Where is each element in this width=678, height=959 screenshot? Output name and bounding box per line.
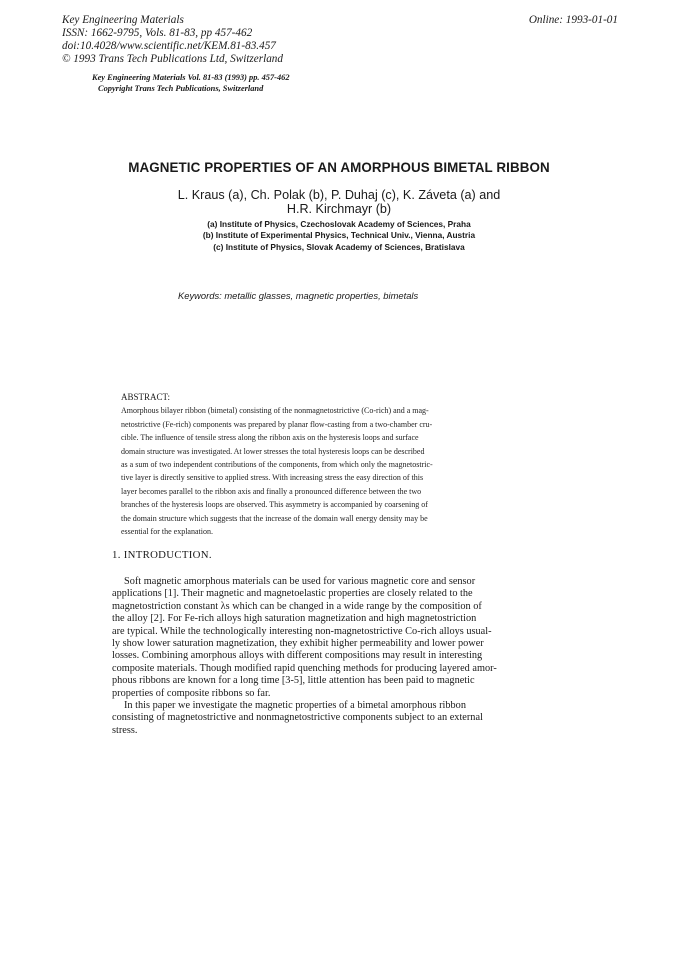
journal-header: [62, 14, 283, 66]
affiliation-c: (c) Institute of Physics, Slovak Academy of Sciences, Bratislava: [213, 241, 465, 252]
abstract-line: layer becomes parallel to the ribbon axis and finally a pronounced difference between the two: [121, 486, 422, 496]
copyright-line-2: Copyright Trans Tech Publications, Switzerland: [98, 84, 264, 93]
abstract-line: tive layer is directly sensitive to applied stress. With increasing stress the easy direction of this: [121, 473, 424, 483]
intro-line: the alloy [2]. For Fe-rich alloys high saturation magnetization and high magnetostriction: [112, 613, 477, 625]
journal-name: Key Engineering Materials: [62, 14, 184, 26]
intro-line: phous ribbons are known for a long time [3-5], little attention has been paid to magnetic: [112, 675, 475, 687]
intro-line: magnetostriction constant λs which can be changed in a wide range by the composition of: [112, 600, 482, 612]
keywords: Keywords: metallic glasses, magnetic properties, bimetals: [178, 290, 419, 301]
author-line-1: L. Kraus (a), Ch. Polak (b), P. Duhaj (c), K. Záveta (a) and: [177, 188, 501, 202]
copyright-block: [92, 72, 290, 94]
intro-line: composite materials. Though modified rapid quenching methods for producing layered amor-: [112, 662, 497, 674]
journal-doi: doi:10.4028/www.scientific.net/KEM.81-83.457: [62, 40, 276, 52]
abstract-line: essential for the explanation.: [121, 527, 213, 537]
intro-line: consisting of magnetostrictive and nonmagnetostrictive components subject to an external: [112, 712, 483, 724]
paper-title: MAGNETIC PROPERTIES OF AN AMORPHOUS BIMETAL RIBBON: [128, 160, 550, 175]
intro-line: Soft magnetic amorphous materials can be used for various magnetic core and sensor: [124, 576, 476, 587]
abstract-line: the domain structure which suggests that the increase of the domain wall energy density may be: [121, 513, 428, 523]
intro-line: stress.: [112, 724, 138, 736]
abstract-line: cible. The influence of tensile stress along the ribbon axis on the hysteresis loops and surface: [121, 433, 419, 443]
journal-issn: ISSN: 1662-9795, Vols. 81-83, pp 457-462: [62, 27, 253, 39]
abstract: [121, 391, 496, 538]
affiliations: [0, 219, 678, 253]
abstract-line: netostrictive (Fe-rich) components was prepared by planar flow-casting from a two-chamber cru-: [121, 419, 433, 429]
abstract-line: Amorphous bilayer ribbon (bimetal) consisting of the nonmagnetostrictive (Co-rich) and a mag-: [121, 406, 429, 416]
intro-line: losses. Combining amorphous alloys with different compositions may result in interesting: [112, 650, 483, 662]
copyright-line-1: Key Engineering Materials Vol. 81-83 (1993) pp. 457-462: [92, 73, 290, 82]
intro-line: are typical. While the technologically interesting non-magnetostrictive Co-rich alloys usual-: [112, 625, 492, 637]
intro-line: properties of composite ribbons so far.: [112, 687, 271, 699]
abstract-line: domain structure was investigated. At lower stresses the total hysteresis loops can be described: [121, 446, 425, 456]
section-heading-introduction: 1. INTRODUCTION.: [112, 549, 212, 561]
intro-line: In this paper we investigate the magnetic properties of a bimetal amorphous ribbon: [124, 700, 466, 712]
journal-copyright: © 1993 Trans Tech Publications Ltd, Switzerland: [62, 53, 283, 65]
affiliation-a: (a) Institute of Physics, Czechoslovak Academy of Sciences, Praha: [207, 219, 471, 229]
author-line-2: H.R. Kirchmayr (b): [286, 202, 392, 216]
intro-line: applications [1]. Their magnetic and magnetoelastic properties are closely related to the: [112, 588, 473, 600]
author-list: [0, 188, 678, 216]
abstract-line: branches of the hysteresis loops are observed. This asymmetry is accompanied by coarsening of: [121, 500, 428, 510]
abstract-heading: ABSTRACT:: [121, 392, 171, 402]
online-date: Online: 1993-01-01: [528, 14, 618, 26]
intro-line: ly show lower saturation magnetization, they exhibit higher permeability and lower power: [112, 638, 484, 650]
abstract-line: as a sum of two independent contributions of the components, from which only the magnetostric-: [121, 460, 433, 470]
introduction-body: [112, 576, 520, 737]
affiliation-b: (b) Institute of Experimental Physics, Technical Univ., Vienna, Austria: [202, 230, 476, 241]
